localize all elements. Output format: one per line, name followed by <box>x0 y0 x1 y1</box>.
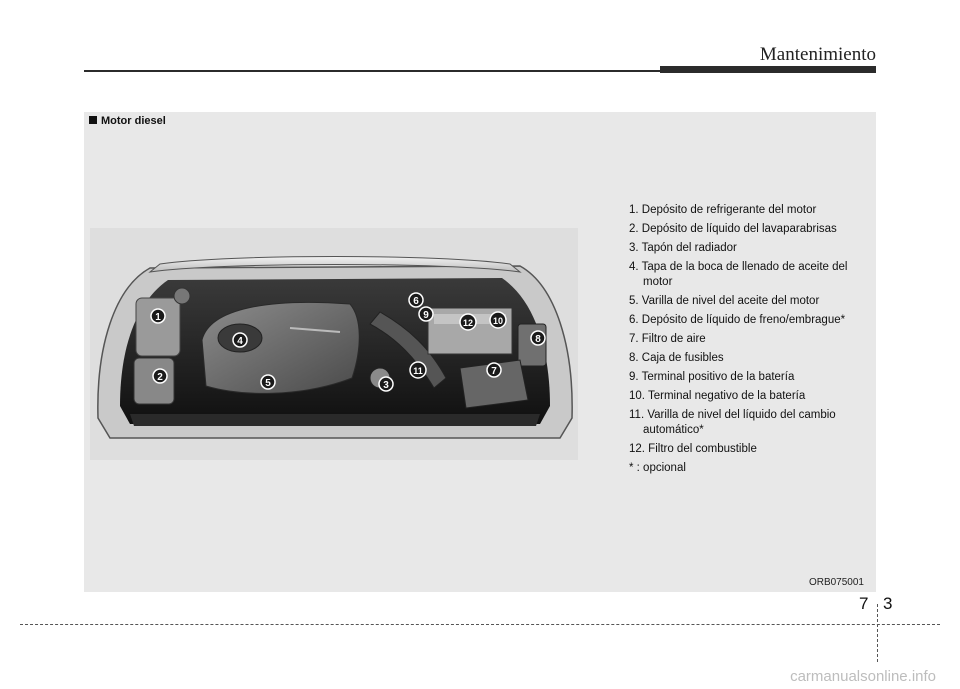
callout-9 <box>419 307 433 321</box>
callout-11 <box>410 362 426 378</box>
page-number: 3 <box>883 594 893 613</box>
legend-item: 6. Depósito de líquido de freno/embrague* <box>629 314 846 326</box>
footer-divider <box>877 604 878 662</box>
header-title: Mantenimiento <box>759 44 876 65</box>
legend-item: 2. Depósito de líquido del lavaparabrisas <box>629 223 837 235</box>
legend-item: 3. Tapón del radiador <box>629 242 737 254</box>
callout-label-11: 11 <box>413 366 423 376</box>
chapter-number: 7 <box>859 594 869 613</box>
callout-10 <box>490 312 506 328</box>
legend-item: 12. Filtro del combustible <box>629 443 757 455</box>
header-rule-accent <box>660 66 876 73</box>
figure-code: ORB075001 <box>808 577 864 588</box>
legend-item: 5. Varilla de nivel del aceite del motor <box>629 295 820 307</box>
callout-4 <box>233 333 247 347</box>
engine-bay-illustration <box>90 228 578 460</box>
callout-3 <box>379 377 393 391</box>
coolant-reservoir <box>136 298 180 356</box>
legend-item: 10. Terminal negativo de la batería <box>629 390 806 402</box>
callout-label-2: 2 <box>157 372 163 383</box>
legend-item: 1. Depósito de refrigerante del motor <box>629 204 817 216</box>
callout-6 <box>409 293 423 307</box>
callout-label-4: 4 <box>237 336 243 347</box>
engine-bay-figure <box>90 228 578 460</box>
legend-footnote: * : opcional <box>629 462 686 474</box>
square-bullet-icon <box>89 116 97 124</box>
callout-5 <box>261 375 275 389</box>
panel-heading <box>89 115 166 127</box>
legend-item: 4. Tapa de la boca de llenado de aceite del motor <box>629 261 848 288</box>
legend-item: 9. Terminal positivo de la batería <box>629 371 795 383</box>
watermark: carmanualsonline.info <box>790 668 936 685</box>
callout-label-3: 3 <box>383 380 389 391</box>
callout-12 <box>460 314 476 330</box>
callout-label-9: 9 <box>423 310 429 321</box>
callout-label-8: 8 <box>535 334 541 345</box>
callout-label-12: 12 <box>462 318 474 328</box>
callout-8 <box>531 331 545 345</box>
callout-2 <box>153 369 167 383</box>
washer-reservoir <box>134 358 174 404</box>
callout-7 <box>487 363 501 377</box>
callout-label-5: 5 <box>265 378 271 389</box>
callout-label-10: 10 <box>492 316 504 326</box>
legend-item: 8. Caja de fusibles <box>629 352 724 364</box>
fuse-box <box>518 324 546 366</box>
callout-1 <box>151 309 165 323</box>
callout-label-1: 1 <box>155 312 161 323</box>
callout-label-7: 7 <box>491 366 497 377</box>
figure-panel <box>84 112 876 592</box>
panel-heading-text: Motor diesel <box>101 115 166 127</box>
legend-item: 11. Varilla de nivel del líquido del cambio automático* <box>629 409 836 436</box>
component-legend <box>629 203 874 480</box>
crossmember <box>130 414 540 426</box>
footer-rule <box>20 624 940 625</box>
legend-item: 7. Filtro de aire <box>629 333 706 345</box>
callout-label-6: 6 <box>413 296 419 307</box>
